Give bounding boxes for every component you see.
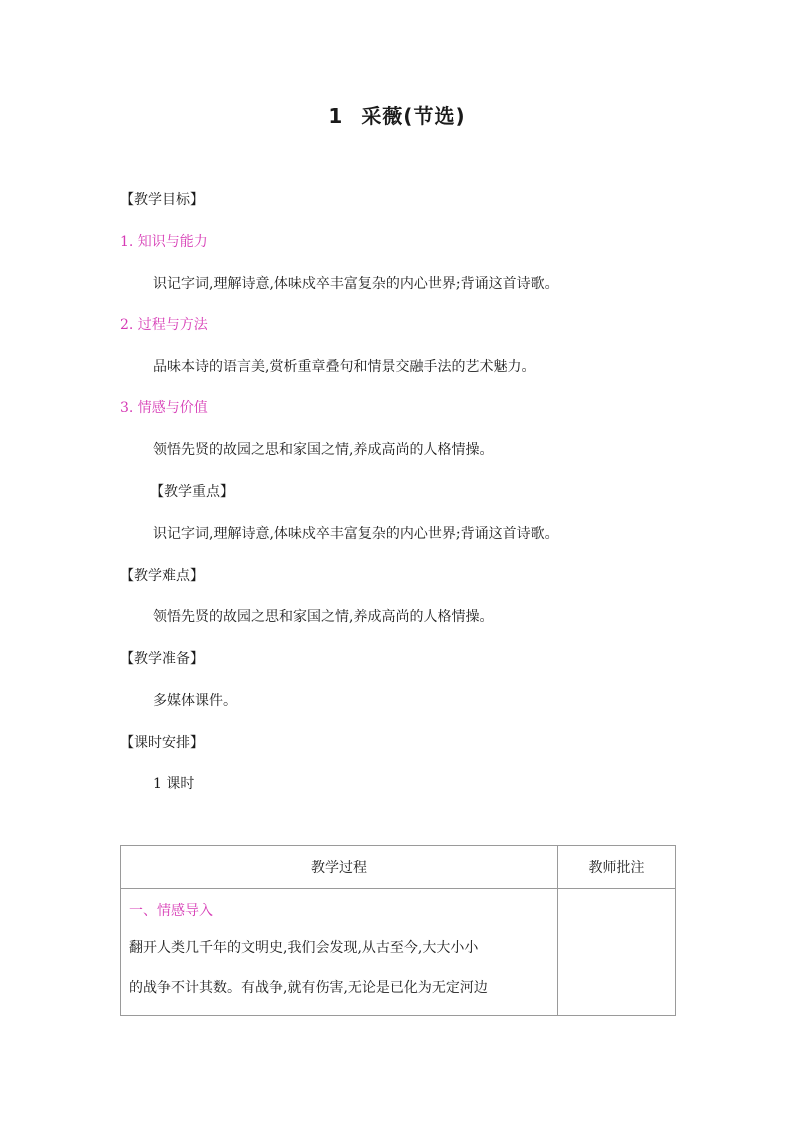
difficulties-heading: 【教学难点】	[120, 568, 204, 584]
page-title	[0, 100, 794, 129]
objective3-heading: 3. 情感与价值	[120, 400, 208, 416]
process-cell	[121, 889, 558, 1016]
objective2-heading: 2. 过程与方法	[120, 317, 208, 333]
table-row	[121, 889, 676, 1016]
preparation-text: 多媒体课件。	[153, 693, 237, 709]
lesson-number: 1	[328, 104, 344, 128]
teaching-process-table	[120, 845, 676, 1016]
header-teacher-notes: 教师批注	[558, 846, 676, 889]
paragraph-line: 的战争不计其数。有战争,就有伤害,无论是已化为无定河边	[129, 980, 488, 996]
objective2-text: 品味本诗的语言美,赏析重章叠句和情景交融手法的艺术魅力。	[153, 359, 536, 375]
teacher-notes-cell[interactable]	[558, 889, 676, 1016]
header-teaching-process: 教学过程	[121, 846, 558, 889]
objectives-heading: 【教学目标】	[120, 192, 204, 208]
schedule-heading: 【课时安排】	[120, 735, 204, 751]
paragraph-line: 翻开人类几千年的文明史,我们会发现,从古至今,大大小小	[129, 940, 479, 956]
difficulties-text: 领悟先贤的故园之思和家国之情,养成高尚的人格情操。	[153, 609, 494, 625]
lesson-title: 采薇(节选)	[361, 104, 466, 128]
key-points-text: 识记字词,理解诗意,体味戍卒丰富复杂的内心世界;背诵这首诗歌。	[153, 526, 559, 542]
table-header-row	[121, 846, 676, 889]
section-title: 一、情感导入	[129, 903, 213, 919]
key-points-heading: 【教学重点】	[150, 484, 234, 500]
objective1-heading: 1. 知识与能力	[120, 234, 208, 250]
preparation-heading: 【教学准备】	[120, 651, 204, 667]
objective1-text: 识记字词,理解诗意,体味戍卒丰富复杂的内心世界;背诵这首诗歌。	[153, 276, 559, 292]
objective3-text: 领悟先贤的故园之思和家国之情,养成高尚的人格情操。	[153, 442, 494, 458]
schedule-text: 1 课时	[153, 776, 195, 792]
